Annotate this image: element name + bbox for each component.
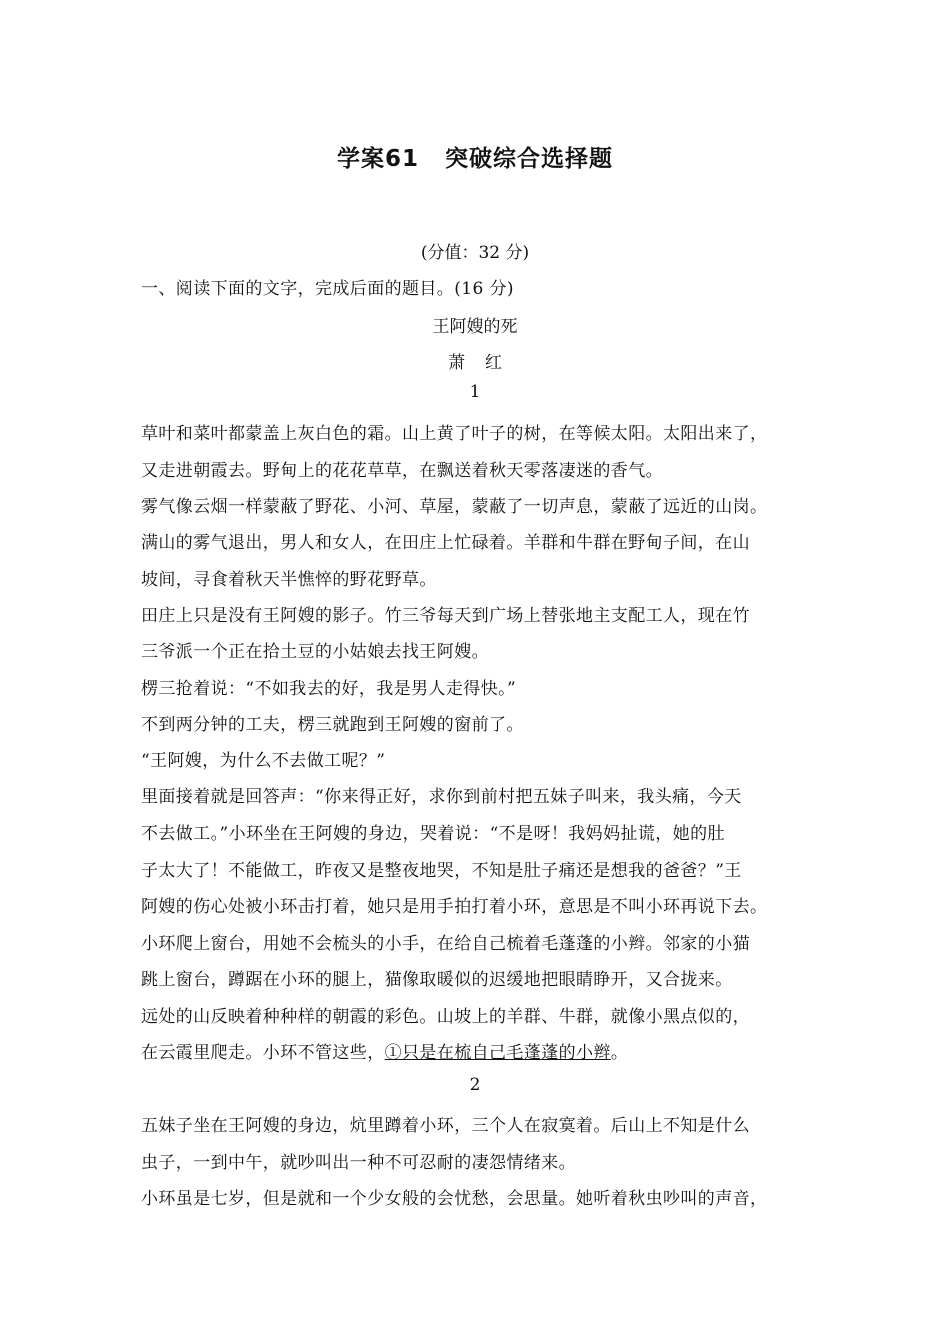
paragraph-line: 不到两分钟的工夫，楞三就跑到王阿嫂的窗前了。	[141, 715, 524, 735]
paragraph-line: 五妹子坐在王阿嫂的身边，炕里蹲着小环，三个人在寂寞着。后山上不知是什么	[141, 1116, 750, 1136]
section-number-1: 1	[469, 382, 481, 402]
page-title	[0, 140, 950, 173]
underlined-sentence-1: ①只是在梳自己毛蓬蓬的小辫	[384, 1043, 611, 1063]
line-text: 在云霞里爬走。小环不管这些，	[141, 1043, 385, 1063]
section-number-2: 2	[469, 1075, 481, 1095]
section-instruction: 一、阅读下面的文字，完成后面的题目。(16 分)	[141, 279, 514, 299]
paragraph-line: 远处的山反映着种种样的朝霞的彩色。山坡上的羊群、牛群，就像小黑点似的，	[141, 1007, 750, 1027]
paragraph-line: 小环虽是七岁，但是就和一个少女般的会忧愁，会思量。她听着秋虫吵叫的声音，	[141, 1189, 768, 1209]
paragraph-line: 又走进朝霞去。野甸上的花花草草，在飘送着秋天零落凄迷的香气。	[141, 461, 663, 481]
title-main: 突破综合选择题	[445, 146, 613, 172]
line-end-punct: 。	[610, 1043, 629, 1063]
paragraph-line: 小环爬上窗台，用她不会梳头的小手，在给自己梳着毛蓬蓬的小辫。邻家的小猫	[141, 934, 750, 954]
title-prefix: 学案	[336, 146, 385, 172]
score-note: (分值：32 分)	[420, 243, 530, 263]
story-title: 王阿嫂的死	[432, 317, 518, 337]
title-number: 61	[384, 146, 419, 172]
paragraph-line: 跳上窗台，蹲踞在小环的腿上，猫像取暖似的迟缓地把眼睛睁开，又合拢来。	[141, 970, 733, 990]
paragraph-line: “王阿嫂，为什么不去做工呢？”	[141, 751, 386, 771]
author-first-char: 萧	[448, 353, 465, 373]
paragraph-line: 不去做工。”小环坐在王阿嫂的身边，哭着说：“不是呀！我妈妈扯谎，她的肚	[141, 824, 725, 844]
author-second-char: 红	[485, 353, 502, 373]
paragraph-line-with-underline	[141, 1038, 831, 1063]
paragraph-line: 虫子，一到中午，就吵叫出一种不可忍耐的凄怨情绪来。	[141, 1153, 576, 1173]
paragraph-line: 子太大了！不能做工，昨夜又是整夜地哭，不知是肚子痛还是想我的爸爸？”王	[141, 861, 742, 881]
paragraph-line: 坡间，寻食着秋天半憔悴的野花野草。	[141, 570, 437, 590]
paragraph-line: 草叶和菜叶都蒙盖上灰白色的霜。山上黄了叶子的树，在等候太阳。太阳出来了，	[141, 424, 768, 444]
paragraph-line: 里面接着就是回答声：“你来得正好，求你到前村把五妹子叫来，我头痛，今天	[141, 787, 742, 807]
paragraph-line: 田庄上只是没有王阿嫂的影子。竹三爷每天到广场上替张地主支配工人，现在竹	[141, 606, 750, 626]
paragraph-line: 阿嫂的伤心处被小环击打着，她只是用手拍打着小环，意思是不叫小环再说下去。	[141, 897, 768, 917]
paragraph-line: 满山的雾气退出，男人和女人，在田庄上忙碌着。羊群和牛群在野甸子间，在山	[141, 533, 750, 553]
paragraph-line: 雾气像云烟一样蒙蔽了野花、小河、草屋，蒙蔽了一切声息，蒙蔽了远近的山岗。	[141, 497, 768, 517]
story-author	[0, 348, 950, 373]
paragraph-line: 楞三抢着说：“不如我去的好，我是男人走得快。”	[141, 679, 517, 699]
paragraph-line: 三爷派一个正在拾土豆的小姑娘去找王阿嫂。	[141, 642, 489, 662]
